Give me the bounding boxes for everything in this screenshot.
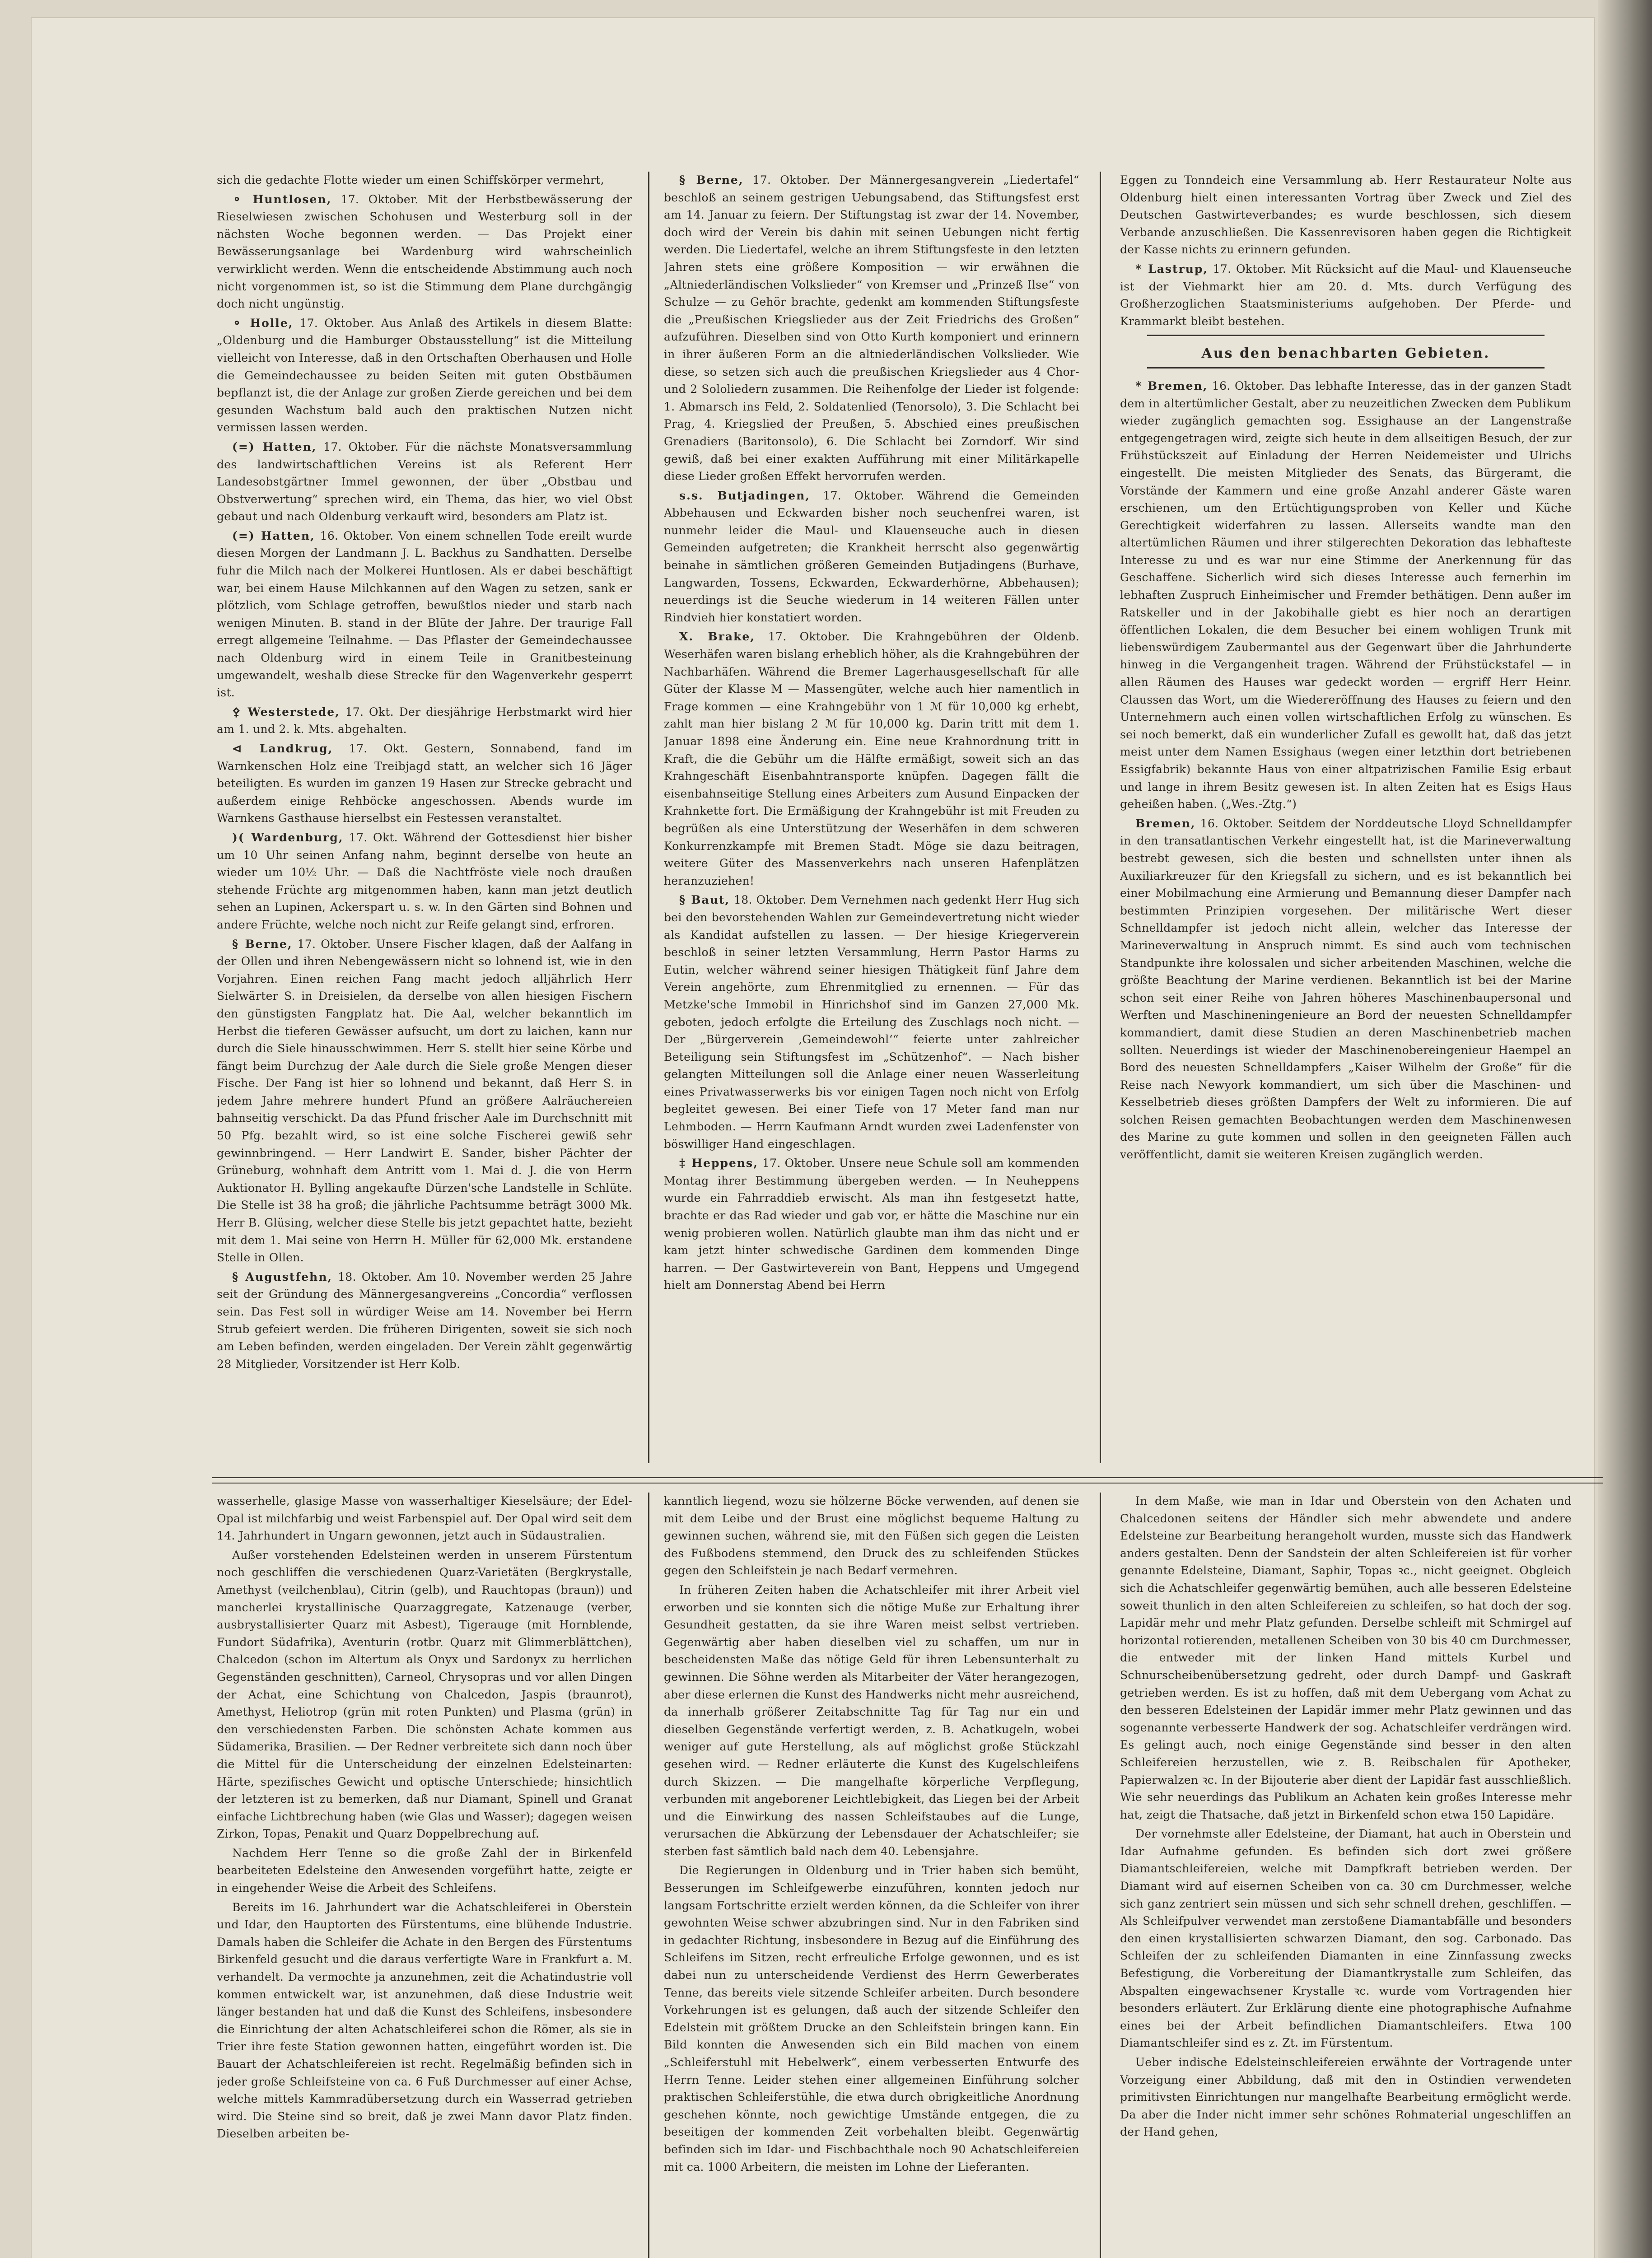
dateline: ⚴ Westerstede,	[232, 705, 340, 718]
lower-column-1	[217, 1493, 632, 2258]
article-text: 17. Oktober. Während die Gemeinden Abbehausen und Eckwarden bisher noch seuchenfrei waren, ist nunmehr leider die Maul- und Klauenseuche auch in diesen Gemeinden aufgetreten; die Krankheit herrscht also gegenwärtig beinahe in sämtlichen größeren Gemeinden Butjadingens (Burhave, Langwarden, Tossens, Eckwarden, Eckwarderhörne, Abbehausen); neuerdings ist die Seuche wiederum in 14 weiteren Fällen unter Rindvieh hier konstatiert worden.	[664, 489, 1079, 624]
article-text: In dem Maße, wie man in Idar und Oberstein von den Achaten und Chalcedonen seitens der Händler sich mehr abwendete und andere Edelsteine zur Bearbeitung herangeholt wurden, musste sich das Handwerk anders gestalten. Denn der Sandstein der alten Schleifereien ist für vorher genannte Edelsteine, Diamant, Saphir, Topas ꝛc., nicht geeignet. Obgleich sich die Achatschleifer gegenwärtig bemühen, auch alle besseren Edelsteine soweit thunlich in den alten Schleifereien zu schleifen, so hat doch der sog. Lapidär mehr und mehr Platz gefunden. Derselbe schleift mit Schmirgel auf horizontal rotierenden, metallenen Scheiben von 30 bis 40 cm Durchmesser, die entweder mit der linken Hand mittels Kurbel und Schnurscheibenübersetzung gedreht, oder durch Dampf- und Gaskraft getrieben werden. Es ist zu hoffen, daß mit dem Uebergang vom Achat zu den besseren Edelsteinen der Lapidär immer mehr Platz gewinnen und das sogenannte verbesserte Handwerk der sog. Achatschleifer verdrängen wird. Es gelingt auch, noch einige Gegenstände sind besser in den alten Schleifereien herzustellen, wie z. B. Reibschalen für Apotheker, Papierwalzen ꝛc. In der Bijouterie aber dient der Lapidär fast ausschließlich. Wie sehr neuerdings das Publikum an Achaten kein großes Interesse mehr hat, zeigt die Thatsache, daß jetzt in Birkenfeld schon etwa 150 Lapidäre.	[1120, 1494, 1572, 1821]
article-text: 17. Oktober. Aus Anlaß des Artikels in diesem Blatte: „Oldenburg und die Hamburger Obstausstellung“ ist die Mitteilung vielleicht von Interesse, daß in den Ortschaften Oberhausen und Holle die Gemeindechaussee zu beiden Seiten mit guten Obstbäumen bepflanzt ist, die der Anlage zur großen Zierde gereichen und bei dem gesunden Wachstum bald auch den praktischen Nutzen nicht vermissen lassen werden.	[217, 316, 632, 434]
article-text: 17. Oktober. Für die nächste Monatsversammlung des landwirtschaftlichen Vereins ist als Referent Herr Landesobstgärtner Immel gewonnen, der über „Obstbau und Obstverwertung“ sprechen wird, ein Thema, das hier, wo viel Obst gebaut und nach Oldenburg verkauft wird, besonders am Platz ist.	[217, 440, 632, 523]
article-paragraph	[664, 172, 1079, 485]
article-paragraph	[664, 1582, 1079, 1861]
article-text: 17. Okt. Der diesjährige Herbstmarkt wird hier am 1. und 2. k. Mts. abgehalten.	[217, 705, 632, 736]
article-paragraph	[217, 1899, 632, 2143]
upper-column-2	[664, 172, 1079, 1463]
dateline: Bremen,	[1135, 816, 1196, 830]
article-paragraph	[1120, 378, 1572, 813]
article-paragraph	[1120, 261, 1572, 330]
column-divider	[1100, 172, 1101, 1463]
article-paragraph	[217, 315, 632, 437]
article-paragraph	[664, 891, 1079, 1153]
article-text: 17. Oktober. Unsere Fischer klagen, daß der Aalfang in der Ollen und ihren Nebengewässern nicht so lohnend ist, wie in den Vorjahren. Einen reichen Fang macht jedoch alljährlich Herr Sielwärter S. in Dreisielen, da derselbe von allen hiesigen Fischern den günstigsten Fangplatz hat. Die Aal, welcher bekanntlich im Herbst die tieferen Gewässer aufsucht, um dort zu laichen, kann nur durch die Siele hinausschwimmen. Herr S. stellt hier seine Körbe und fängt beim Durchzug der Aale durch die Siele große Mengen dieser Fische. Der Fang ist hier so lohnend und bekannt, daß Herr S. in jedem Jahre mehrere hundert Pfund an größere Aalräuchereien bahnseitig verschickt. Da das Pfund frischer Aale im Durchschnitt mit 50 Pfg. bezahlt wird, so ist eine solche Fischerei gewiß sehr gewinnbringend. — Herr Landwirt E. Sander, bisher Pächter der Grüneburg, wohnhaft dem Antritt vom 1. Mai d. J. die von Herrn Auktionator H. Bylling angekaufte Dürzen'sche Landstelle in Schlüte. Die Stelle ist 38 ha groß; die jährliche Pachtsumme beträgt 3000 Mk. Herr B. Glüsing, welcher diese Stelle bis jetzt gepachtet hatte, bezieht mit dem 1. Mai seine von Herrn H. Müller für 62,000 Mk. erstandene Stelle in Ollen.	[217, 937, 632, 1264]
dateline: ⚬ Huntlosen,	[232, 192, 332, 206]
upper-column-1	[217, 172, 632, 1463]
article-text: 17. Oktober. Der Männergesangverein „Liedertafel“ beschloß an seinem gestrigen Uebungsabend, das Stiftungsfest erst am 14. Januar zu feiern. Der Stiftungstag ist zwar der 14. November, doch wird der Verein bis dahin mit seinen Uebungen nicht fertig werden. Die Liedertafel, welche an ihrem Stiftungsfeste in den letzten Jahren stets eine größere Komposition — wir erwähnen die „Altniederländischen Volkslieder“ von Kremser und „Prinzeß Ilse“ von Schulze — zu Gehör brachte, gedenkt am kommenden Stiftungsfeste die „Preußischen Kriegslieder aus der Zeit Friedrichs des Großen“ aufzuführen. Dieselben sind von Otto Kurth komponiert und erinnern in ihrer äußeren Form an die altniederländischen Volkslieder. Wie diese, so setzen sich auch die preußischen Kriegslieder aus 4 Chor- und 2 Sololiedern zusammen. Die Reihenfolge der Lieder ist folgende: 1. Abmarsch ins Feld, 2. Soldatenlied (Tenorsolo), 3. Die Schlacht bei Prag, 4. Kriegslied der Preußen, 5. Abschied eines preußischen Grenadiers (Baritonsolo), 6. Die Schlacht bei Zorndorf. Wir sind gewiß, daß bei einer exakten Aufführung mit einer Militärkapelle diese Lieder großen Effekt hervorrufen werden.	[664, 173, 1079, 483]
article-text: 18. Oktober. Am 10. November werden 25 Jahre seit der Gründung des Männergesangvereins „Concordia“ verflossen sein. Das Fest soll in würdiger Weise am 14. November bei Herrn Strub gefeiert werden. Die früheren Dirigenten, soweit sie sich noch am Leben befinden, werden eingeladen. Der Verein zählt gegenwärtig 28 Mitglieder, Vorsitzender ist Herr Kolb.	[217, 1270, 632, 1371]
article-text: 17. Oktober. Unsere neue Schule soll am kommenden Montag ihrer Bestimmung übergeben werden. — In Neuheppens wurde ein Fahrraddieb erwischt. Als man ihn festgesetzt hatte, brachte er das Rad wieder und gab vor, er hätte die Maschine nur ein wenig probieren wollen. Natürlich glaubte man ihm das nicht und er kam jetzt hinter schwedische Gardinen dem kommenden Dinge harren. — Der Gastwirteverein von Bant, Heppens und Umgegend hielt am Donnerstag Abend bei Herrn	[664, 1157, 1079, 1292]
article-paragraph	[664, 1493, 1079, 1580]
heading-rule	[1147, 367, 1545, 369]
dateline: § Berne,	[232, 937, 293, 951]
lower-column-3	[1120, 1493, 1572, 2258]
article-paragraph	[217, 439, 632, 526]
article-text: Nachdem Herr Tenne so die große Zahl der in Birkenfeld bearbeiteten Edelsteine den Anwesenden vorgeführt hatte, zeigte er in eingehender Weise die Arbeit des Schleifens.	[217, 1846, 632, 1895]
dateline: X. Brake,	[679, 630, 755, 644]
article-text: 17. Oktober. Die Krahngebühren der Oldenb. Weserhäfen waren bislang erheblich höher, als die Krahngebühren der Nachbarhäfen. Während die Bremer Lagerhausgesellschaft für alle Güter der Klasse M — Massengüter, welche auch hier namentlich in Frage kommen — eine Krahngebühr von 1 ℳ für 10,000 kg erhebt, zahlt man hier bislang 2 ℳ für 10,000 kg. Darin tritt mit dem 1. Januar 1898 eine Änderung ein. Eine neue Krahnordnung tritt in Kraft, die die Gebühr um die Hälfte ermäßigt, soweit sich an das Krahngeschäft Eisenbahntransporte knüpfen. Dagegen fällt die eisenbahnseitige Stellung eines Arbeiters zum Ausund Einpacken der Krahnkette fort. Die Ermäßigung der Krahngebühr ist mit Freuden zu begrüßen als eine Unterstützung der Weserhäfen in dem schweren Konkurrenzkampfe mit Bremen Stadt. Möge sie dazu beitragen, weitere Güter des Massenverkehrs nach unseren Hafenplätzen heranzuziehen!	[664, 630, 1079, 887]
article-text: sich die gedachte Flotte wieder um einen Schiffskörper vermehrt,	[217, 173, 604, 187]
article-paragraph	[217, 829, 632, 934]
article-paragraph	[217, 191, 632, 313]
article-paragraph	[1120, 2054, 1572, 2141]
article-text: 16. Oktober. Seitdem der Norddeutsche Lloyd Schnelldampfer in den transatlantischen Verkehr eingestellt hat, ist die Marineverwaltung bestrebt gewesen, sich die besten und schnellsten unter ihnen als Auxiliarkreuzer für den Kriegsfall zu sichern, und es ist bekanntlich bei einer Mobilmachung eine Armierung und Bemannung dieser Dampfer nach bestimmten Prinzipien vorgesehen. Der militärische Wert dieser Schnelldampfer ist jedoch nicht allein, welcher das Interesse der Marineverwaltung in Anspruch nimmt. Es sind auch vom technischen Standpunkte ihre kolossalen und sicher arbeitenden Maschinen, welche die größte Beachtung der Marine verdienen. Bekanntlich ist bei der Marine schon seit einer Reihe von Jahren höheres Maschinenbaupersonal und Werften und Maschineningenieure an Bord der neuesten Schnelldampfer kommandiert, damit diese Studien an deren Maschinenbetrieb machen sollten. Neuerdings ist wieder der Maschinenobereingenieur Haempel an Bord des neuesten Schnelldampfers „Kaiser Wilhelm der Große“ für die Reise nach Newyork kommandiert, um sich über die Maschinen- und Kesselbetrieb dieses größten Dampfers der Welt zu informieren. Die auf solchen Reisen gemachten Beobachtungen werden dem Maschinenwesen des Marine zu gute kommen und sollen in den geeigneten Fällen auch veröffentlicht, damit sie weiteren Kreisen zugänglich werden.	[1120, 816, 1572, 1162]
dateline: )( Wardenburg,	[232, 830, 344, 844]
article-paragraph	[1120, 1825, 1572, 2052]
article-paragraph	[1120, 1493, 1572, 1824]
article-paragraph	[217, 1493, 632, 1545]
article-paragraph	[217, 1845, 632, 1897]
article-text: 16. Oktober. Von einem schnellen Tode ereilt wurde diesen Morgen der Landmann J. L. Backhus zu Sandhatten. Derselbe fuhr die Milch nach der Molkerei Huntlosen. Als er dabei beschäftigt war, bei einem Hause Milchkannen auf den Wagen zu setzen, sank er plötzlich, vom Schlage getroffen, bewußtlos nieder und starb nach wenigen Minuten. B. stand in der Blüte der Jahre. Der traurige Fall erregt allgemeine Teilnahme. — Das Pflaster der Gemeindechaussee nach Oldenburg wird in einem Teile in Granitbesteinung umgewandelt, weshalb diese Strecke für den Wagenverkehr gesperrt ist.	[217, 529, 632, 700]
article-paragraph	[664, 1862, 1079, 2176]
dateline: * Lastrup,	[1135, 262, 1209, 275]
article-text: 18. Oktober. Dem Vernehmen nach gedenkt Herr Hug sich bei den bevorstehenden Wahlen zur Gemeindevertretung nicht wieder als Kandidat aufstellen zu lassen. — Der hiesige Kriegerverein beschloß in seiner letzten Versammlung, Herrn Pastor Harms zu Eutin, welcher während seiner hiesigen Thätigkeit fünf Jahre dem Verein angehörte, zum Ehrenmitglied zu ernennen. — Für das Metzke'sche Immobil in Hinrichshof sind im Ganzen 27,000 Mk. geboten, jedoch erfolgte die Erteilung des Zuschlags noch nicht. — Der „Bürgerverein ‚Gemeindewohl‘“ feierte unter zahlreicher Beteiligung sein Stiftungsfest im „Schützenhof“. — Nach bisher gelangten Mitteilungen soll die Anlage einer neuen Wasserleitung eines Privatwasserwerks bis vor einigen Tagen noch nicht von Erfolg begleitet gewesen. Bei einer Tiefe von 17 Meter fand man nur Lehmboden. — Herrn Kaufmann Arndt wurden zwei Ladenfenster von böswilliger Hand eingeschlagen.	[664, 893, 1079, 1151]
article-text: Die Regierungen in Oldenburg und in Trier haben sich bemüht, Besserungen im Schleifgewerbe einzuführen, konnten jedoch nur langsam Fortschritte erzielt werden können, da die Schleifer von ihrer gewohnten Weise schwer abzubringen sind. Nur in den Fabriken sind in gedachter Richtung, insbesondere in Bezug auf die Einführung des Schleifens im Sitzen, recht erfreuliche Erfolge gewonnen, und es ist dabei nun zu unterscheidende Verdienst des Herrn Gewerberates Tenne, das bereits viele sitzende Schleifer arbeiten. Durch besondere Vorkehrungen ist es gelungen, daß auch der sitzende Schleifer den Edelstein mit größtem Drucke an den Schleifstein bringen kann. Ein Bild konnten die Anwesenden sich ein Bild machen von einem „Schleiferstuhl mit Hebelwerk“, einem verbesserten Entwurfe des Herrn Tenne. Leider stehen einer allgemeinen Einführung solcher praktischen Schleiferstühle, die etwa durch obrigkeitliche Anordnung geschehen könnte, noch gewichtige Umstände entgegen, die zu beseitigen der kommenden Zeit vorbehalten bleibt. Gegenwärtig befinden sich im Idar- und Fischbachthale noch 90 Achatschleifereien mit ca. 1000 Arbeitern, die meisten im Lohne der Lieferanten.	[664, 1864, 1079, 2174]
article-paragraph	[217, 936, 632, 1267]
dateline: ⊲ Landkrug,	[232, 742, 333, 755]
dateline: ⚬ Holle,	[232, 316, 294, 330]
article-text: kanntlich liegend, wozu sie hölzerne Böcke verwenden, auf denen sie mit dem Leibe und der Brust eine möglichst bequeme Haltung zu gewinnen suchen, während sie, mit den Füßen sich gegen die Leisten des Fußbodens stemmend, den Druck des zu schleifenden Stückes gegen den Schleifstein je nach Bedarf vermehren.	[664, 1494, 1079, 1577]
article-paragraph	[664, 487, 1079, 627]
dateline: (=) Hatten,	[232, 440, 317, 453]
article-paragraph	[217, 527, 632, 702]
dateline: * Bremen,	[1135, 379, 1208, 392]
section-divider	[212, 1477, 1603, 1484]
dateline: s.s. Butjadingen,	[679, 489, 810, 502]
article-text: 17. Oktober. Mit Rücksicht auf die Maul- und Klauenseuche ist der Viehmarkt hier am 20. d. Mts. durch Verfügung des Großherzoglichen Staatsministeriums aufgehoben. Der Pferde- und Krammarkt bleibt bestehen.	[1120, 262, 1572, 328]
article-paragraph	[1120, 815, 1572, 1164]
column-divider	[648, 1493, 649, 2258]
dateline: ‡ Heppens,	[679, 1157, 758, 1170]
column-divider	[648, 172, 649, 1463]
upper-column-3	[1120, 172, 1572, 1463]
dateline: (=) Hatten,	[232, 529, 315, 542]
article-text: 17. Okt. Gestern, Sonnabend, fand im Warnkenschen Holz eine Treibjagd statt, an welcher sich 16 Jäger beteiligten. Es wurden im ganzen 19 Hasen zur Strecke gebracht und außerdem einige Rehböcke angeschossen. Abends wurde im Warnkens Gasthause hierselbst ein Festessen veranstaltet.	[217, 742, 632, 825]
article-text: 16. Oktober. Das lebhafte Interesse, das in der ganzen Stadt dem in altertümlicher Gestalt, aber zu neuzeitlichen Zwecken dem Publikum wieder zugänglich gemachten sog. Essighause an der Langenstraße entgegengetragen wird, zeigte sich heute in dem allseitigen Besuch, der zur Frühstückszeit auf Einladung der Herren Neidemeister und Ulrichs eingestellt. Die meisten Mitglieder des Senats, das Bürgeramt, die Vorstände der Kammern und eine große Anzahl anderer Gäste waren erschienen, um den Ertüchtigungsproben von Keller und Küche Gerechtigkeit widerfahren zu lassen. Allerseits wandte man den altertümlichen Räumen und ihrer stilgerechten Dekoration das lebhafteste Interesse zu und es war nur eine Stimme der Anerkennung für das Geschaffene. Sicherlich wird sich dieses Interesse auch fernerhin im lebhaften Zuspruch Einheimischer und Fremder bethätigen. Denn außer im Ratskeller und in der Jakobihalle giebt es hier noch an derartigen öffentlichen Lokalen, die dem Besucher bei einem wohligen Trunk mit liebenswürdigem Zaubermantel aus der Gegenwart über die Jahrhunderte hinweg in die Vergangenheit tragen. Während der Frühstückstafel — in allen Räumen des Hauses war gedeckt worden — ergriff Herr Heinr. Claussen das Wort, um die Wiedereröffnung des Hauses zu feiern und den Unternehmern auch einen vollen wirtschaftlichen Erfolg zu wünschen. Es sei noch bemerkt, daß ein wunderlicher Zufall es gewollt hat, daß das jetzt meist unter dem Namen Essighaus (wegen einer letzthin dort betriebenen Essigfabrik) bekannte Haus von einer altpatrizischen Familie Esig erbaut und lange in ihrem Besitz gewesen ist. In alten Zeiten hat es Esigs Haus geheißen haben. („Wes.-Ztg.“)	[1120, 379, 1572, 811]
article-paragraph	[664, 628, 1079, 890]
article-paragraph	[217, 740, 632, 827]
article-paragraph	[217, 172, 632, 189]
article-paragraph	[664, 1155, 1079, 1294]
lower-column-2	[664, 1493, 1079, 2258]
article-text: wasserhelle, glasige Masse von wasserhaltiger Kieselsäure; der Edel-Opal ist milchfarbig und weist Farbenspiel auf. Der Opal wird seit dem 14. Jahrhundert in Ungarn gewonnen, jetzt auch in Südaustralien.	[217, 1494, 632, 1543]
upper-section	[217, 172, 1608, 1463]
heading-rule	[1147, 335, 1545, 336]
article-text: Ueber indische Edelsteinschleifereien erwähnte der Vortragende unter Vorzeigung einer Abbildung, daß mit den in Ostindien verwendeten primitivsten Einrichtungen nur mangelhafte Bearbeitung ermöglicht werde. Da aber die Inder nicht immer sehr schönes Rohmaterial ungeschliffen an der Hand gehen,	[1120, 2056, 1572, 2139]
article-text: Bereits im 16. Jahrhundert war die Achatschleiferei in Oberstein und Idar, den Hauptorten des Fürstentums, eine blühende Industrie. Damals haben die Schleifer die Achate in den Bergen des Fürstentums Birkenfeld gesucht und die daraus verfertigte Ware in Frankfurt a. M. verhandelt. Da vermochte ja anzunehmen, zeit die Achatindustrie voll kommen entwickelt war, ist anzunehmen, daß diese Industrie weit länger bestanden hat und daß die Kunst des Schleifens, insbesondere die Einrichtung der alten Achatschleiferei schon die Römer, als sie in Trier ihre feste Station gewonnen hatten, eingeführt worden ist. Die Bauart der Achatschleifereien ist recht. Regelmäßig befinden sich in jeder große Schleifsteine von ca. 6 Fuß Durchmesser auf einer Achse, welche mittels Kammradübersetzung durch ein Wasserrad getrieben wird. Die Steine sind so breit, daß je zwei Mann davor Platz finden. Dieselben arbeiten be-	[217, 1900, 632, 2141]
article-paragraph	[1120, 172, 1572, 259]
lower-section	[217, 1493, 1608, 2258]
dateline: § Baut,	[679, 893, 730, 907]
article-paragraph	[217, 704, 632, 738]
article-text: Außer vorstehenden Edelsteinen werden in unserem Fürstentum noch geschliffen die verschiedenen Quarz-Varietäten (Bergkrystalle, Amethyst (veilchenblau), Citrin (gelb), und Rauchtopas (braun)) und mancherlei krystallinische Quarzaggregate, Katzenauge (verber, ausbrystallisierter Quarz mit Asbest), Tigerauge (mit Hornblende, Fundort Südafrika), Aventurin (rotbr. Quarz mit Glimmerblättchen), Chalcedon (schon im Altertum als Onyx und Sardonyx zu herrlichen Gegenständen geschnitten), Carneol, Chrysopras und vor allen Dingen der Achat, eine Schichtung von Chalcedon, Jaspis (braunrot), Amethyst, Heliotrop (grün mit roten Punkten) und Plasma (grün) in den verschiedensten Farben. Die schönsten Achate kommen aus Südamerika, Brasilien. — Der Redner verbreitete sich dann noch über die Mittel für die Unterscheidung der einzelnen Edelsteinarten: Härte, spezifisches Gewicht und optische Unterschiede; hinsichtlich der letzteren ist zu bemerken, daß nur Diamant, Spinell und Granat einfache Lichtbrechung haben (wie Glas und Wasser); dagegen weisen Zirkon, Topas, Penakit und Quarz Doppelbrechung auf.	[217, 1548, 632, 1841]
section-heading: Aus den benachbarten Gebieten.	[1201, 345, 1490, 362]
article-text: Der vornehmste aller Edelsteine, der Diamant, hat auch in Oberstein und Idar Aufnahme gefunden. Es befinden sich dort zwei größere Diamantschleifereien, welche mit Dampfkraft betrieben werden. Der Diamant wird auf eisernen Scheiben von ca. 30 cm Durchmesser, welche sich ganz zentriert sein müssen und sich sehr schnell drehen, geschliffen. — Als Schleifpulver verwendet man zerstoßene Diamantabfälle und besonders den einen krystallisierten schwarzen Diamant, den sog. Carbonado. Das Schleifen der zu schleifenden Diamanten in eine Zinnfassung zwecks Befestigung, die Vorbereitung der Diamantkrystalle zum Schleifen, das Abspalten eingewachsener Krystalle ꝛc. wurde vom Vortragenden hier besonders erläutert. Zur Erklärung diente eine photographische Aufnahme eines bei der Arbeit befindlichen Diamantschleifers. Etwa 100 Diamantschleifer sind es z. Zt. im Fürstentum.	[1120, 1827, 1572, 2050]
article-text: In früheren Zeiten haben die Achatschleifer mit ihrer Arbeit viel erworben und sie konnten sich die nötige Muße zur Erhaltung ihrer Gesundheit gestatten, da sie ihre Waren meist selbst vertrieben. Gegenwärtig aber haben dieselben viel zu schaffen, um nur in bescheidensten Maße das nötige Geld für ihren Lebensunterhalt zu gewinnen. Die Söhne werden als Mitarbeiter der Väter herangezogen, aber diese erlernen die Kunst des Handwerks nicht mehr ausreichend, da innerhalb größerer Zeitabschnitte Tag für Tag nur ein und dieselben Gegenstände verfertigt werden, z. B. Achatkugeln, wobei weniger auf gute Herstellung, als auf möglichst große Stückzahl gesehen wird. — Redner erläuterte die Kunst des Kugelschleifens durch Skizzen. — Die mangelhafte körperliche Verpflegung, verbunden mit angeborener Leichtlebigkeit, das Liegen bei der Arbeit und die Einwirkung des nassen Schleifstaubes auf die Lunge, verursachen die Abkürzung der Lebensdauer der Achatschleifer; sie sterben fast sämtlich bald nach dem 40. Lebensjahre.	[664, 1583, 1079, 1858]
article-paragraph	[217, 1269, 632, 1373]
article-text: 17. Okt. Während der Gottesdienst hier bisher um 10 Uhr seinen Anfang nahm, beginnt derselbe von heute an wieder um 10½ Uhr. — Daß die Nachtfröste viele noch draußen stehende Früchte arg mitgenommen haben, kann man jetzt deutlich sehen an Lupinen, Ackerspart u. s. w. In den Gärten sind Bohnen und andere Früchte, welche noch nicht zur Reife gelangt sind, erfroren.	[217, 830, 632, 931]
article-text: Eggen zu Tonndeich eine Versammlung ab. Herr Restaurateur Nolte aus Oldenburg hielt einen interessanten Vortrag über Zweck und Ziel des Deutschen Gastwirteverbandes; es wurde beschlossen, sich diesem Verbande anzuschließen. Die Kassenrevisoren haben gegen die Richtigkeit der Kasse nichts zu erinnern gefunden.	[1120, 173, 1572, 257]
dateline: § Augustfehn,	[232, 1270, 333, 1283]
article-paragraph	[217, 1547, 632, 1843]
column-divider	[1100, 1493, 1101, 2258]
dateline: § Berne,	[679, 173, 744, 187]
article-text: 17. Oktober. Mit der Herbstbewässerung der Rieselwiesen zwischen Schohusen und Westerburg soll in der nächsten Woche begonnen werden. — Das Projekt einer Bewässerungsanlage bei Wardenburg wird wahrscheinlich verwirklicht werden. Wenn die entscheidende Abstimmung auch noch nicht vorgenommen ist, so ist die Stimmung dem Plane durchgängig doch nicht ungünstig.	[217, 192, 632, 311]
